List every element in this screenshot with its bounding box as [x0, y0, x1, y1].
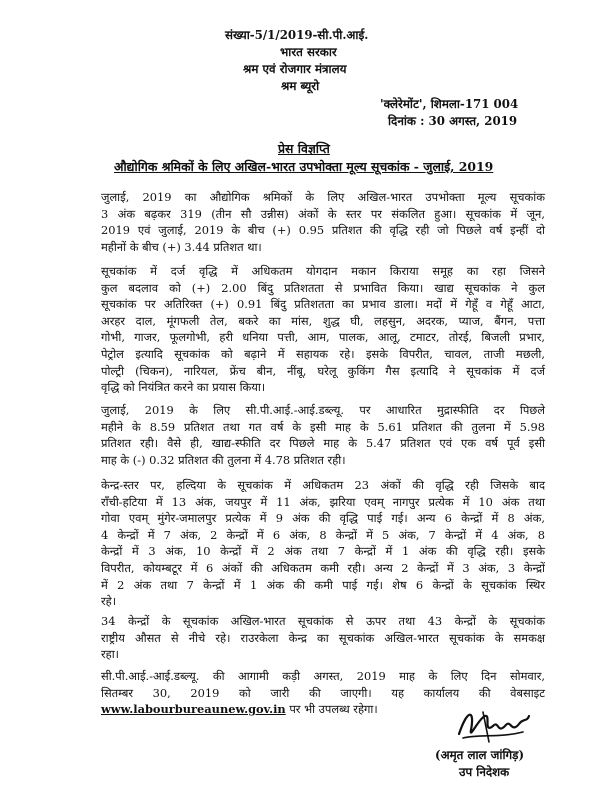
- paragraph-line: में 2 अंक तथा 7 केन्द्रों में 1 अंक की कमी पाई गई। शेष 6 केन्द्रों के सूचकांक स्थिर: [101, 577, 545, 592]
- paragraph-line: रहा।: [101, 647, 119, 662]
- paragraph-line: 4 केन्द्रों में 7 अंक, 2 केन्द्रों में 6 अंक, 8 केन्द्रों में 5 अंक, 7 केन्द्रों में 4 अंक, 8: [101, 527, 545, 542]
- paragraph-4: [101, 477, 545, 610]
- paragraph-line: सूचकांक में दर्ज वृद्धि में अधिकतम योगदान मकान किराया समूह का रहा जिसने: [101, 264, 545, 278]
- paragraph-line: गोभी, गाजर, फूलगोभी, हरी धनिया पत्ती, आम, पालक, आलू, टमाटर, तोरई, बिजली प्रभार,: [101, 330, 545, 345]
- paragraph-line: 2019 एवं जुलाई, 2019 के बीच (+) 0.95 प्रतिशत की वृद्धि रही जो पिछले वर्ष इन्हीं दो: [101, 223, 545, 238]
- paragraph-line: वृद्धि को नियंत्रित करने का प्रयास किया।: [101, 380, 266, 395]
- press-release-heading: प्रेस विज्ञप्ति: [278, 141, 330, 156]
- paragraph-line: माह के (-) 0.32 प्रतिशत की तुलना में 4.78 प्रतिशत रही।: [101, 452, 346, 467]
- paragraph-1: [101, 189, 545, 255]
- signatory-name: (अमृत लाल जांगिड़): [435, 748, 525, 762]
- paragraph-line: सी.पी.आई.-आई.डब्ल्यू. की आगामी कड़ी अगस्त, 2019 माह के लिए दिन सोमवार,: [101, 669, 545, 683]
- paragraph-line: केन्द्र-स्तर पर, हल्दिया के सूचकांक में अधिकतम 23 अंकों की वृद्धि रही जिसके बाद: [101, 478, 545, 492]
- paragraph-line: गोवा एवम् मुंगेर-जमालपुर प्रत्येक में 9 अंक की वृद्धि पाई गई। अन्य 6 केन्द्रों में 8 अंक,: [101, 511, 545, 526]
- paragraph-line: 3 अंक बढ़कर 319 (तीन सौ उन्नीस) अंकों के स्तर पर संकलित हुआ। सूचकांक में जून,: [101, 206, 545, 221]
- reference-number: संख्या-5/1/2019-सी.पी.आई.: [225, 28, 369, 42]
- paragraph-line: राँची-हटिया में 13 अंक, जयपुर में 11 अंक, झरिया एवम् नागपुर प्रत्येक में 10 अंक तथा: [101, 494, 545, 509]
- document-title: औद्योगिक श्रमिकों के लिए अखिल-भारत उपभोक्ता मूल्य सूचकांक - जुलाई, 2019: [114, 159, 494, 174]
- paragraph-line: सितम्बर 30, 2019 को जारी की जाएगी। यह कार्यालय की वेबसाइट: [101, 685, 545, 700]
- paragraph-line: महीनों के बीच (+) 3.44 प्रतिशत था।: [101, 239, 262, 254]
- paragraph-2: [101, 263, 545, 396]
- paragraph-line: कुल बदलाव को (+) 2.00 बिंदु प्रतिशतता से प्रभावित किया। खाद्य सूचकांक ने कुल: [101, 280, 545, 295]
- ministry-name: श्रम एवं रोजगार मंत्रालय: [243, 62, 347, 76]
- website-link[interactable]: www.labourbureaunew.gov.in: [101, 702, 286, 717]
- paragraph-line: 34 केन्द्रों के सूचकांक अखिल-भारत सूचकांक से ऊपर तथा 43 केन्द्रों के सूचकांक: [101, 614, 545, 628]
- signature-scribble: [453, 704, 533, 748]
- paragraph-line: प्रतिशत रही। वैसे ही, खाद्य-स्फीति दर पिछले माह के 5.47 प्रतिशत एवं एक वर्ष पूर्व इसी: [101, 436, 545, 451]
- office-address: 'क्लेरेमोंट', शिमला-171 004: [380, 97, 519, 111]
- paragraph-line: राष्ट्रीय औसत से नीचे रहे। राउरकेला केन्द्र का सूचकांक अखिल-भारत सूचकांक के समकक्ष: [101, 630, 545, 645]
- paragraph-line: जुलाई, 2019 के लिए सी.पी.आई.-आई.डब्ल्यू. पर आधारित मुद्रास्फीति दर पिछले: [101, 403, 545, 417]
- bureau-name: श्रम ब्यूरो: [281, 79, 320, 93]
- paragraph-line: अरहर दाल, मूंगफली तेल, बकरे का मांस, शुद्ध घी, लहसुन, अदरक, प्याज, बैंगन, पत्ता: [101, 313, 545, 328]
- website-line-tail: पर भी उपलब्ध रहेगा।: [285, 702, 378, 717]
- paragraph-5: [101, 613, 545, 663]
- paragraph-line: जुलाई, 2019 का औद्योगिक श्रमिकों के लिए अखिल-भारत उपभोक्ता मूल्य सूचकांक: [101, 190, 545, 204]
- paragraph-line: पोल्ट्री (चिकन), नारियल, फ्रेंच बीन, नींबू, घरेलू कुकिंग गैस इत्यादि ने सूचकांक में दर्ज: [101, 363, 545, 378]
- paragraph-line: सूचकांक पर अतिरिक्त (+) 0.91 बिंदु प्रतिशतता का प्रभाव डाला। मदों में गेहूँ व गेहूँ आटा,: [101, 297, 545, 312]
- paragraph-line: रहे।: [101, 594, 117, 609]
- paragraph-line: विपरीत, कोयम्बटूर में 6 अंकों की अधिकतम कमी रही। अन्य 2 केन्द्रों में 3 अंक, 3 केन्द्रों: [101, 560, 545, 575]
- paragraph-line: केन्द्रों में 3 अंक, 10 केन्द्रों में 2 अंक तथा 7 केन्द्रों में 1 अंक की वृद्धि रही। इसके: [101, 544, 545, 559]
- paragraph-3: [101, 402, 545, 468]
- signatory-designation: उप निदेशक: [459, 765, 510, 779]
- paragraph-line: पेट्रोल इत्यादि सूचकांक को बढ़ाने में सहायक रहे। इसके विपरीत, चावल, ताजी मछली,: [101, 346, 545, 361]
- paragraph-line: महीने के 8.59 प्रतिशत तथा गत वर्ष के इसी माह के 5.61 प्रतिशत की तुलना में 5.98: [101, 419, 545, 434]
- govt-of-india: भारत सरकार: [280, 45, 337, 59]
- release-date: दिनांक : 30 अगस्त, 2019: [388, 114, 518, 128]
